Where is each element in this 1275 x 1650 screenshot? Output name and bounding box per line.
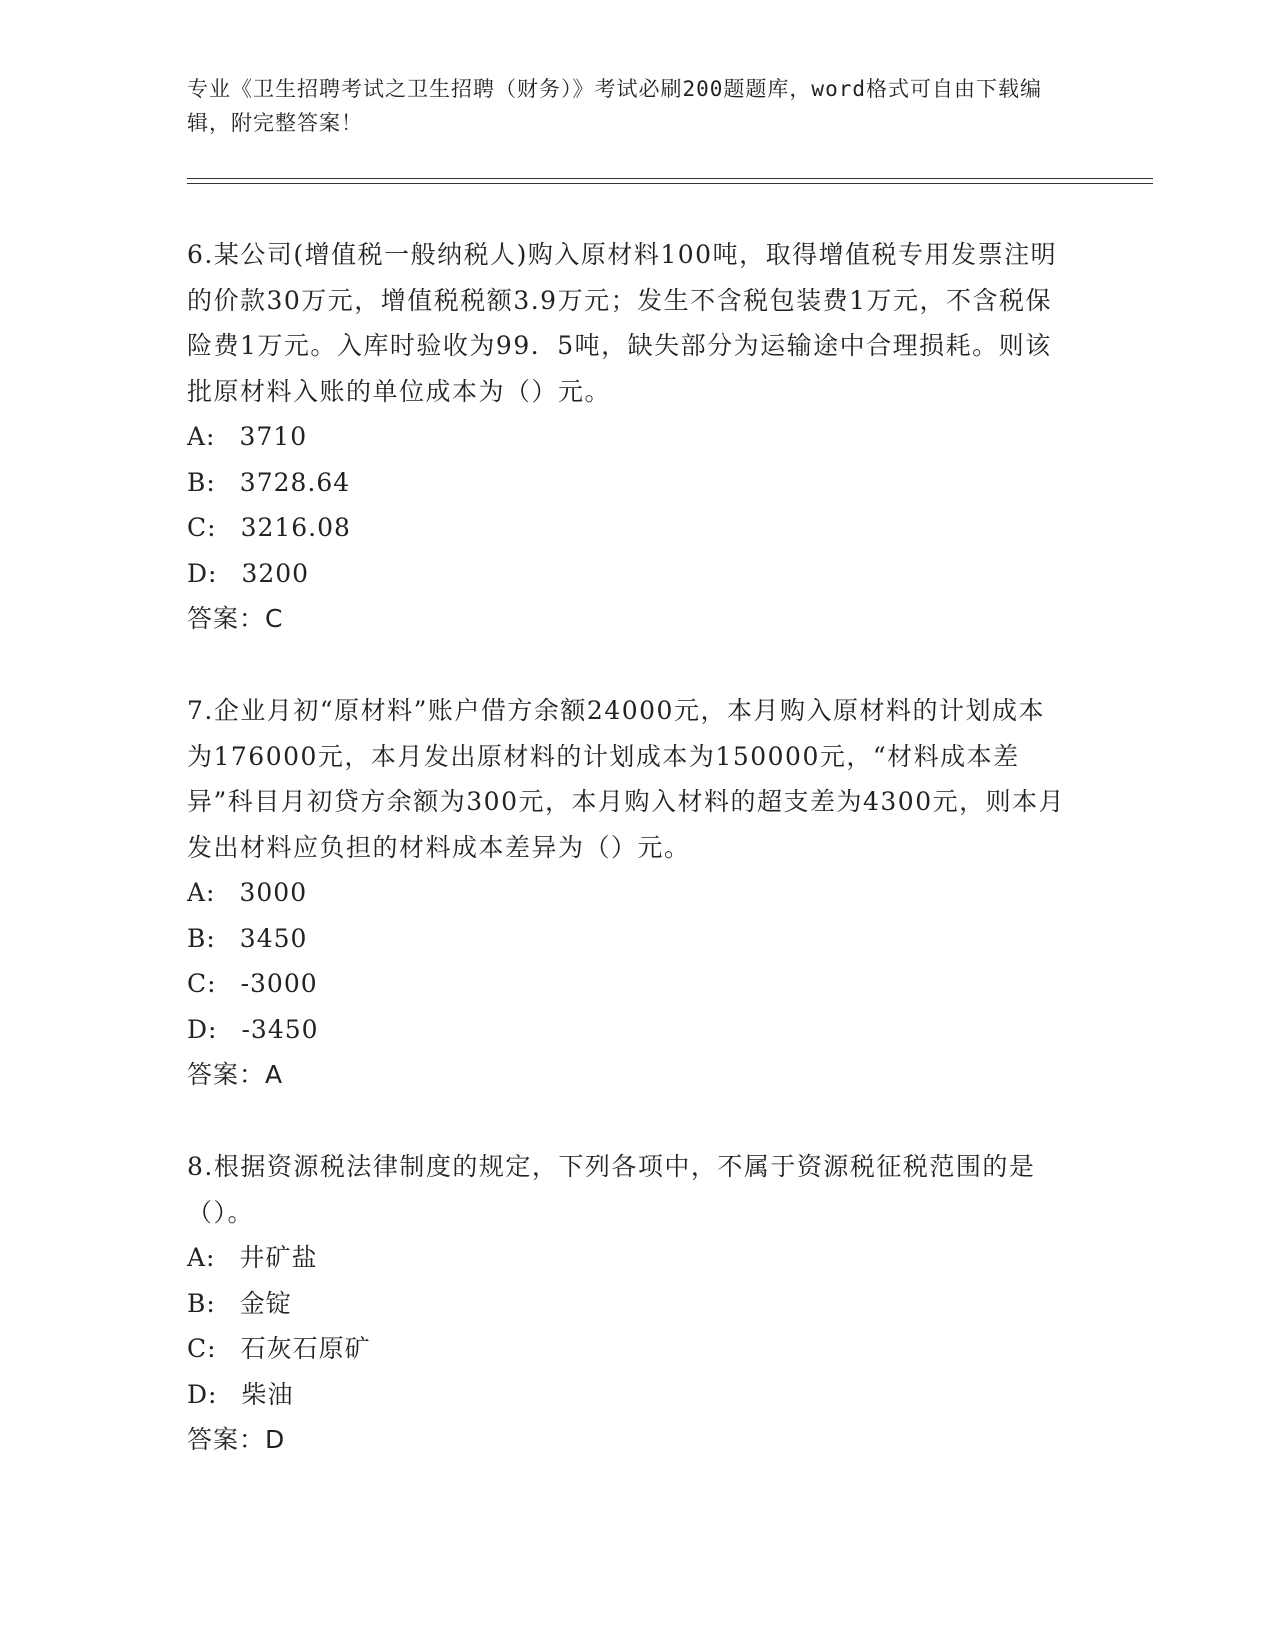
option-letter: A: [187, 1243, 216, 1272]
option-d [187, 1372, 1067, 1418]
option-b [187, 460, 1067, 506]
option-text: 3728.64 [239, 467, 351, 497]
option-letter: D: [187, 558, 218, 588]
document-header: 专业《卫生招聘考试之卫生招聘（财务）》考试必刷200题题库，word格式可自由下载编辑，附完整答案！ [187, 77, 1042, 135]
option-b [187, 1281, 1067, 1327]
option-text: -3450 [241, 1014, 319, 1044]
option-text: 3200 [241, 558, 310, 588]
option-letter: D: [187, 1014, 218, 1044]
header-divider-line [187, 183, 1153, 184]
option-letter: B: [187, 923, 216, 953]
question-stem: 8.根据资源税法律制度的规定，下列各项中，不属于资源税征税范围的是（）。 [187, 1152, 1036, 1227]
option-c [187, 505, 1067, 551]
option-text: 3216.08 [240, 513, 351, 542]
question-block [187, 688, 1067, 1098]
option-text: 金锭 [239, 1288, 292, 1318]
option-letter: C: [187, 969, 217, 998]
answer-line: 答案：A [187, 1060, 284, 1089]
option-letter: C: [187, 513, 217, 542]
question-stem: 7.企业月初“原材料”账户借方余额24000元，本月购入原材料的计划成本为176000元，本月发出原材料的计划成本为150000元，“材料成本差异”科目月初贷方余额为300元，本月购入材料的超支差为4300元，则本月发出材料应负担的材料成本差异为（）元。 [187, 696, 1066, 862]
answer-line: 答案：C [187, 604, 284, 633]
option-text: 井矿盐 [239, 1243, 318, 1272]
option-d [187, 1007, 1067, 1053]
answer-line: 答案：D [187, 1425, 286, 1454]
option-letter: A: [187, 878, 216, 907]
question-block [187, 232, 1067, 642]
option-text: -3000 [240, 969, 318, 998]
option-text: 3710 [239, 422, 308, 451]
option-text: 柴油 [241, 1379, 294, 1409]
option-a [187, 1235, 1067, 1281]
option-letter: D: [187, 1379, 218, 1409]
question-block [187, 1144, 1067, 1463]
option-a [187, 414, 1067, 460]
option-text: 3450 [239, 923, 308, 953]
option-letter: B: [187, 1288, 216, 1318]
option-d [187, 551, 1067, 597]
option-letter: B: [187, 467, 216, 497]
question-stem: 6.某公司(增值税一般纳税人)购入原材料100吨，取得增值税专用发票注明的价款30万元，增值税税额3.9万元；发生不含税包装费1万元，不含税保险费1万元。入库时验收为99．5吨，缺失部分为运输途中合理损耗。则该批原材料入账的单位成本为（）元。 [187, 240, 1058, 406]
option-text: 3000 [239, 878, 308, 907]
option-c [187, 1326, 1067, 1372]
option-letter: C: [187, 1334, 217, 1363]
option-a [187, 870, 1067, 916]
option-c [187, 961, 1067, 1007]
header-divider-line [187, 178, 1153, 179]
option-b [187, 916, 1067, 962]
option-text: 石灰石原矿 [240, 1334, 371, 1363]
option-letter: A: [187, 422, 216, 451]
